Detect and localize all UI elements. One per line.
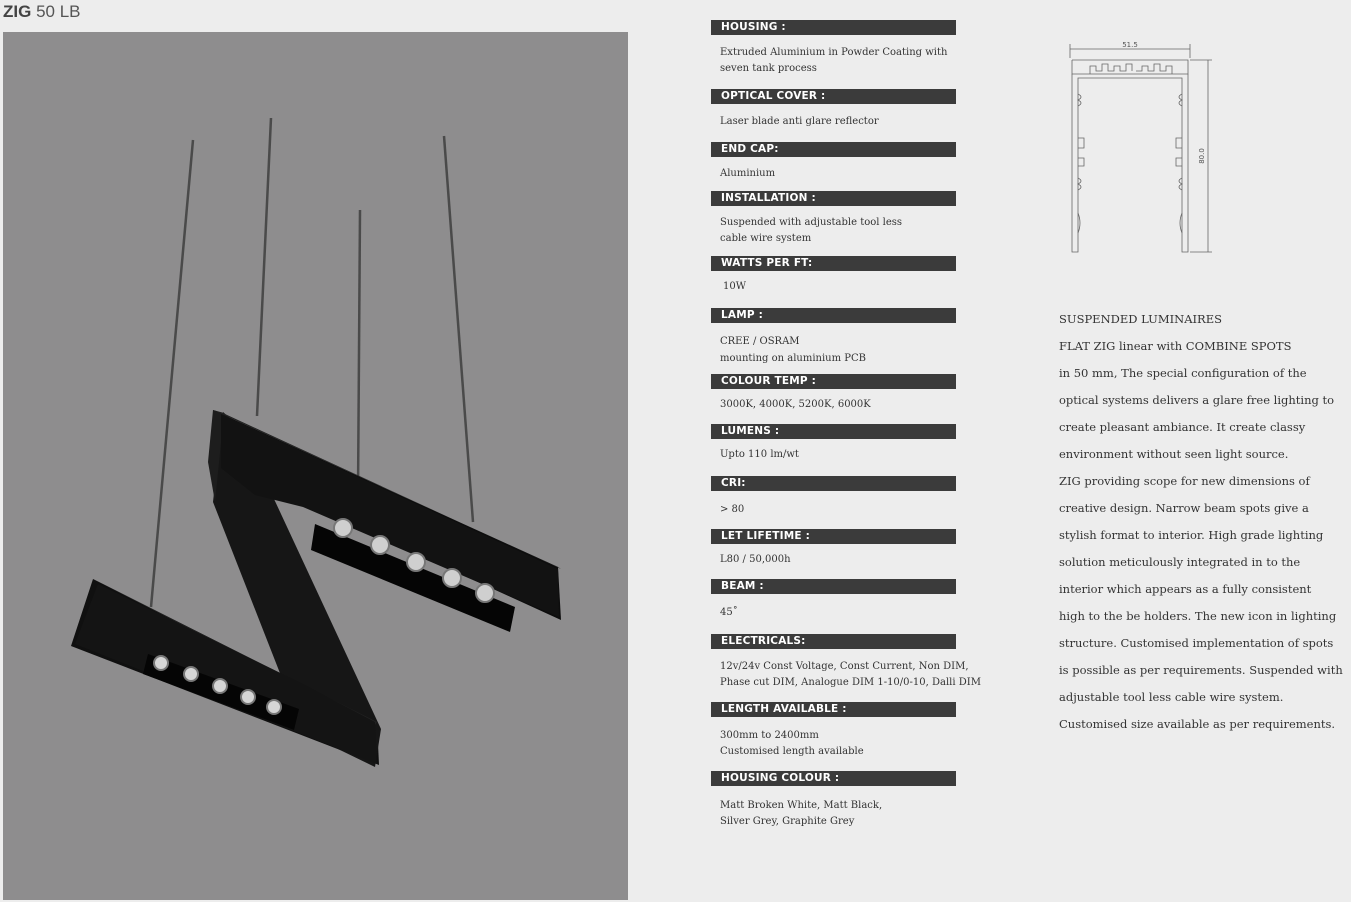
spec-value-optical-cover: Laser blade anti glare reflector [720,116,879,127]
spec-label-lumens: LUMENS : [711,424,956,439]
spec-label-end-cap: END CAP: [711,142,956,157]
description-line: SUSPENDED LUMINAIRES [1059,312,1222,326]
description-line: creative design. Narrow beam spots give a [1059,501,1309,515]
spec-value-beam: 45˚ [720,607,738,618]
spec-label-cri: CRI: [711,476,956,491]
description-line: stylish format to interior. High grade lighting [1059,528,1324,542]
page-title [3,2,81,22]
cross-section-diagram [1062,38,1222,263]
spec-value-length: 300mm to 2400mm Customised length available [720,730,864,757]
product-photo [3,32,628,900]
description-line: interior which appears as a fully consistent [1059,582,1312,596]
description-line: ZIG providing scope for new dimensions of [1059,474,1310,488]
description-line: is possible as per requirements. Suspended with [1059,663,1343,677]
spec-label-housing-colour: HOUSING COLOUR : [711,771,956,786]
height-dimension-label: 80.0 [1198,148,1206,164]
spec-value-cri: > 80 [720,504,745,515]
model-name: 50 LB [36,2,81,21]
width-dimension-label: 51.5 [1122,41,1138,49]
spec-value-housing: Extruded Aluminium in Powder Coating with seven tank process [720,47,948,74]
spec-label-watts: WATTS PER FT: [711,256,956,271]
spec-value-lifetime: L80 / 50,000h [720,554,791,565]
spec-value-lamp: CREE / OSRAM mounting on aluminium PCB [720,336,867,364]
spec-label-installation: INSTALLATION : [711,191,956,206]
spec-value-housing-colour: Matt Broken White, Matt Black, Silver Grey, Graphite Grey [720,800,883,827]
spec-value-colour-temp: 3000K, 4000K, 5200K, 6000K [720,399,871,410]
spec-label-housing: HOUSING : [711,20,956,35]
spec-label-colour-temp: COLOUR TEMP : [711,374,956,389]
product-description [1059,306,1343,738]
zig-luminaire-illustration [3,32,628,900]
profile-drawing [1062,38,1222,267]
spec-label-optical-cover: OPTICAL COVER : [711,89,956,104]
description-line: Customised size available as per requirements. [1059,717,1336,731]
description-line: in 50 mm, The special configuration of the [1059,366,1307,380]
description-line: solution meticulously integrated in to the [1059,555,1301,569]
spec-label-length: LENGTH AVAILABLE : [711,702,956,717]
description-line: create pleasant ambiance. It create classy [1059,420,1306,434]
description-line: high to the be holders. The new icon in lighting [1059,609,1337,623]
spec-value-lumens: Upto 110 lm/wt [720,449,799,460]
spec-label-lamp: LAMP : [711,308,956,323]
spec-value-end-cap: Aluminium [720,168,776,179]
spec-value-installation: Suspended with adjustable tool less cable wire system [720,217,903,244]
spec-value-electricals: 12v/24v Const Voltage, Const Current, Non DIM, Phase cut DIM, Analogue DIM 1-10/0-10, Dalli DIM [720,661,981,688]
spec-label-beam: BEAM : [711,579,956,594]
brand-name: ZIG [3,2,32,21]
description-line: environment without seen light source. [1059,447,1289,461]
spec-label-electricals: ELECTRICALS: [711,634,956,649]
description-line: FLAT ZIG linear with COMBINE SPOTS [1059,339,1292,353]
description-line: structure. Customised implementation of spots [1059,636,1334,650]
spec-value-watts: 10W [723,281,747,292]
description-line: adjustable tool less cable wire system. [1059,690,1284,704]
description-line: optical systems delivers a glare free lighting to [1059,393,1335,407]
spec-label-lifetime: LET LIFETIME : [711,529,956,544]
